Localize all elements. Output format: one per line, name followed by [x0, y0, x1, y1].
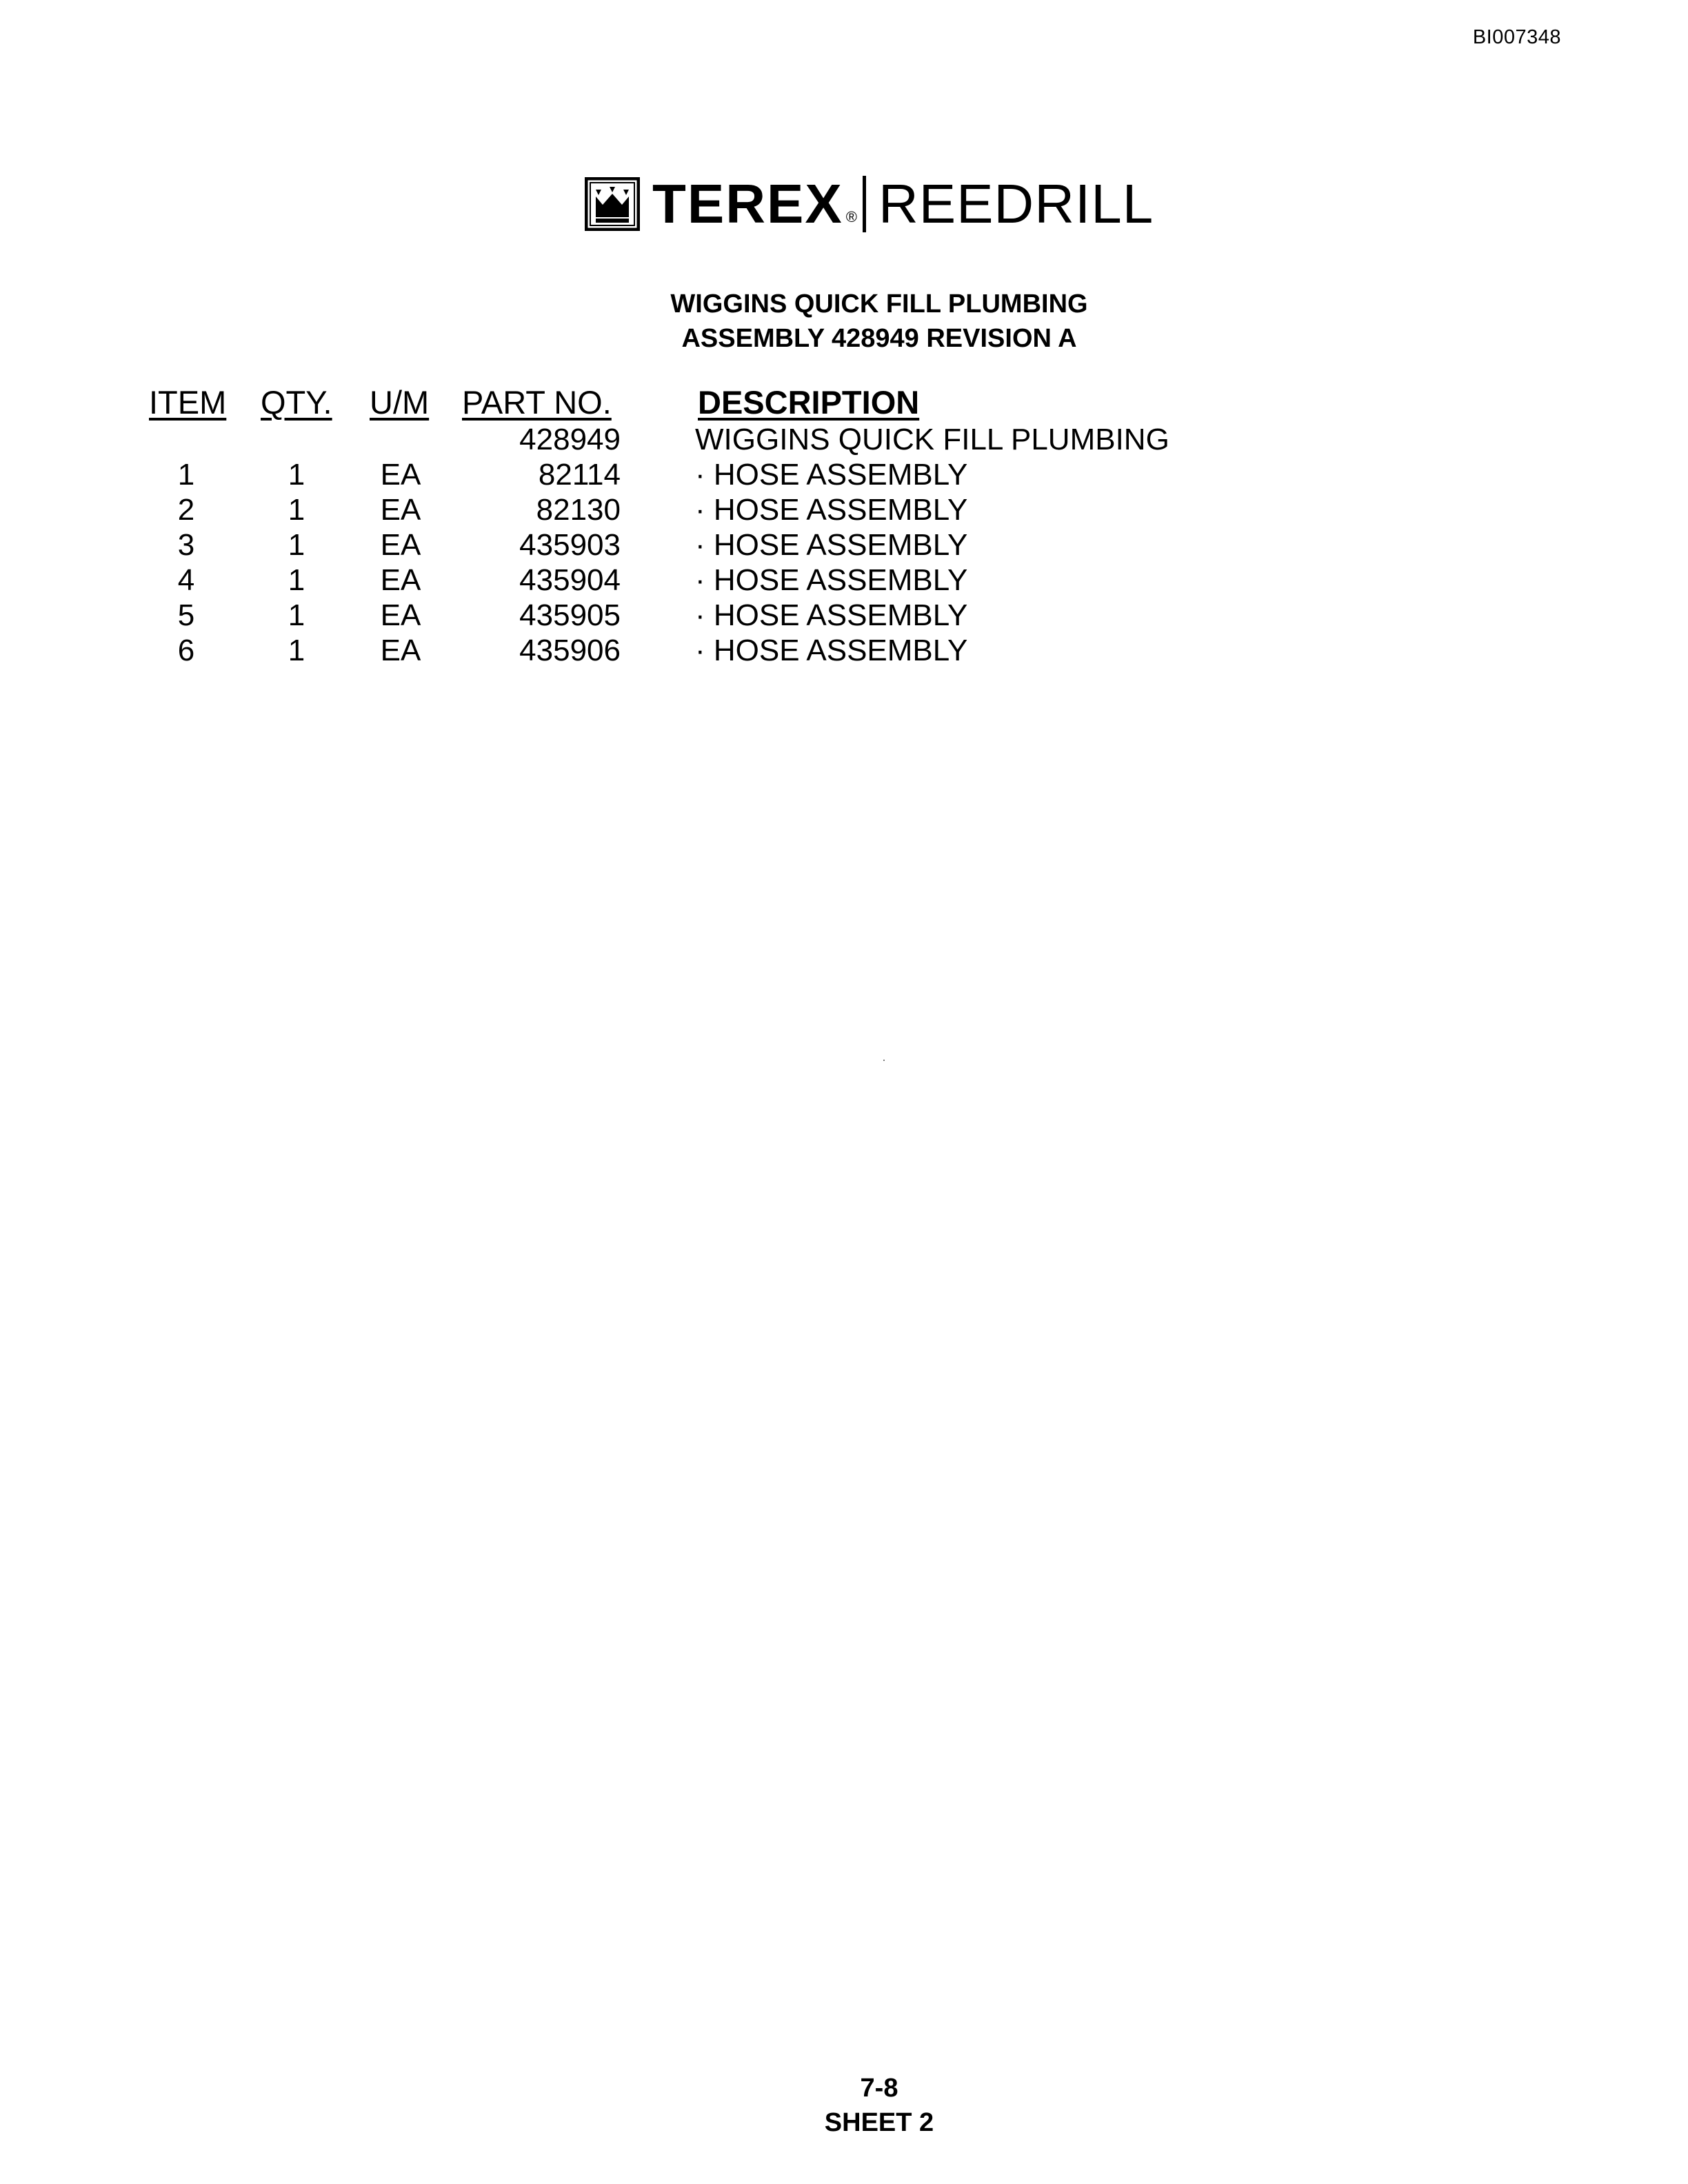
- table-row: [0, 492, 1688, 527]
- cell-qty: 1: [288, 458, 305, 492]
- cell-description: · HOSE ASSEMBLY: [695, 528, 968, 562]
- cell-um: EA: [380, 598, 421, 632]
- cell-part-no: 82130: [536, 493, 621, 527]
- parts-table: [0, 422, 1688, 668]
- cell-qty: 1: [288, 563, 305, 597]
- cell-um: EA: [380, 493, 421, 527]
- cell-um: EA: [380, 563, 421, 597]
- header-qty: QTY.: [261, 384, 332, 421]
- table-row: [0, 633, 1688, 668]
- document-title: [0, 287, 1688, 356]
- cell-part-no: 435905: [519, 598, 621, 632]
- document-id: BI007348: [1472, 26, 1561, 48]
- cell-part-no: 435906: [519, 634, 621, 667]
- header-description: DESCRIPTION: [698, 384, 920, 421]
- cell-um: EA: [380, 528, 421, 562]
- header-item: ITEM: [149, 384, 227, 421]
- cell-item: 4: [177, 563, 195, 597]
- cell-part-no: 435904: [519, 563, 621, 597]
- cell-um: EA: [380, 458, 421, 492]
- page-footer: [0, 2071, 1688, 2140]
- cell-description: · HOSE ASSEMBLY: [695, 634, 968, 667]
- cell-item: 5: [177, 598, 195, 632]
- cell-qty: 1: [288, 634, 305, 667]
- cell-item: 6: [177, 634, 195, 667]
- table-row: [0, 563, 1688, 598]
- sheet-number: SHEET 2: [824, 2108, 934, 2137]
- header-um: U/M: [370, 384, 430, 421]
- table-row: [0, 457, 1688, 492]
- title-line-1: WIGGINS QUICK FILL PLUMBING: [670, 290, 1088, 318]
- cell-part-no: 435903: [519, 528, 621, 562]
- cell-um: EA: [380, 634, 421, 667]
- cell-description: · HOSE ASSEMBLY: [695, 563, 968, 597]
- cell-item: 1: [177, 458, 195, 492]
- logo-divider: [863, 176, 866, 232]
- cell-description: · HOSE ASSEMBLY: [695, 458, 968, 492]
- header-part-no: PART NO.: [462, 384, 612, 421]
- table-row: [0, 527, 1688, 563]
- cell-description: · HOSE ASSEMBLY: [695, 493, 968, 527]
- cell-item: 3: [177, 528, 195, 562]
- cell-qty: 1: [288, 598, 305, 632]
- page-number: 7-8: [860, 2074, 898, 2103]
- logo-brand-text: TEREX: [652, 173, 843, 234]
- terex-crown-icon: [585, 177, 640, 231]
- cell-part-no: 428949: [519, 423, 621, 456]
- table-row: [0, 598, 1688, 633]
- logo-product-text: REEDRILL: [878, 173, 1154, 234]
- cell-description: · HOSE ASSEMBLY: [695, 598, 968, 632]
- cell-description: WIGGINS QUICK FILL PLUMBING: [695, 423, 1169, 456]
- title-line-2: ASSEMBLY 428949 REVISION A: [681, 324, 1077, 353]
- cell-qty: 1: [288, 528, 305, 562]
- table-row: [0, 422, 1688, 457]
- cell-part-no: 82114: [538, 458, 621, 492]
- logo-registered-mark: ®: [845, 208, 857, 225]
- terex-reedrill-logo: [585, 175, 1154, 233]
- cell-qty: 1: [288, 493, 305, 527]
- cell-item: 2: [177, 493, 195, 527]
- scan-speck: [883, 1060, 885, 1061]
